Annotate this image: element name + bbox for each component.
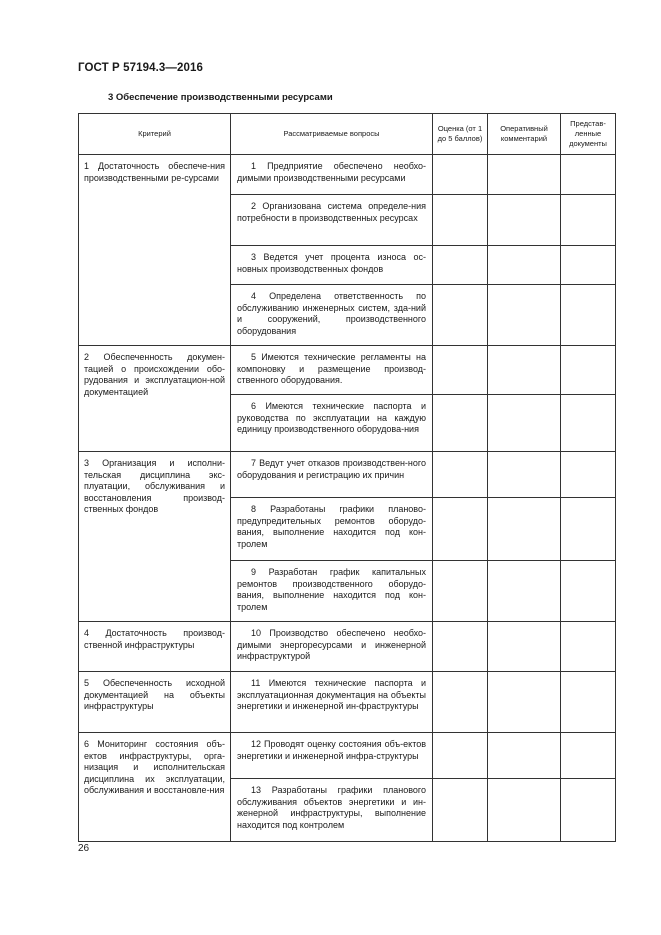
header-criterion: Критерий xyxy=(79,114,231,155)
documents-cell[interactable] xyxy=(561,395,616,452)
comment-cell[interactable] xyxy=(488,498,561,561)
comment-cell[interactable] xyxy=(488,395,561,452)
criterion-cell xyxy=(79,733,231,842)
criterion-cell xyxy=(79,452,231,622)
question-cell: 1 Предприятие обеспечено необхо-димыми производственными ресурсами xyxy=(231,155,433,195)
score-cell[interactable] xyxy=(433,498,488,561)
header-comment: Оперативный комментарий xyxy=(488,114,561,155)
question-cell: 6 Имеются технические паспорта и руководства по эксплуатации на каждую единицу производственного оборудова-ния xyxy=(231,395,433,452)
question-cell: 8 Разработаны графики планово-предупредительных ремонтов оборудо-вания, выполнение находится под кон-тролем xyxy=(231,498,433,561)
table-row xyxy=(79,346,616,395)
criterion-text: 4 Достаточность производ-ственной инфраструктуры xyxy=(84,628,225,650)
documents-cell[interactable] xyxy=(561,346,616,395)
question-cell: 12 Проводят оценку состояния объ-ектов энергетики и инженерной инфра-структуры xyxy=(231,733,433,779)
comment-cell[interactable] xyxy=(488,246,561,285)
assessment-table xyxy=(78,113,616,842)
score-cell[interactable] xyxy=(433,395,488,452)
question-cell: 4 Определена ответственность по обслуживанию инженерных систем, зда-ний и сооружений, производственного оборудования xyxy=(231,285,433,346)
header-documents: Представ-ленные документы xyxy=(561,114,616,155)
question-cell: 9 Разработан график капитальных ремонтов производственного оборудо-вания, выполнение находится под кон-тролем xyxy=(231,561,433,622)
page-number: 26 xyxy=(78,843,90,854)
comment-cell[interactable] xyxy=(488,779,561,842)
criterion-text: 5 Обеспеченность исходной документацией на объекты инфраструктуры xyxy=(84,678,225,711)
documents-cell[interactable] xyxy=(561,452,616,498)
score-cell[interactable] xyxy=(433,733,488,779)
score-cell[interactable] xyxy=(433,246,488,285)
score-cell[interactable] xyxy=(433,561,488,622)
table-body xyxy=(79,155,616,842)
criterion-text: 6 Мониторинг состояния объ-ектов инфраструктуры, орга-низация и исполнительская дисциплина их эксплуатации, обслуживания и восстановле-ния xyxy=(84,739,225,795)
document-id: ГОСТ Р 57194.3—2016 xyxy=(78,62,203,74)
table-row xyxy=(79,733,616,779)
criterion-cell xyxy=(79,672,231,733)
section-title: 3 Обеспечение производственными ресурсами xyxy=(108,92,333,103)
score-cell[interactable] xyxy=(433,779,488,842)
documents-cell[interactable] xyxy=(561,561,616,622)
score-cell[interactable] xyxy=(433,155,488,195)
question-cell: 5 Имеются технические регламенты на компоновку и размещение производ-ственного оборудования. xyxy=(231,346,433,395)
documents-cell[interactable] xyxy=(561,779,616,842)
table-row xyxy=(79,622,616,672)
question-cell: 2 Организована система определе-ния потребности в производственных ресурсах xyxy=(231,195,433,246)
header-questions: Рассматриваемые вопросы xyxy=(231,114,433,155)
criterion-text: 3 Организация и исполни-тельская дисциплина экс-плуатации, обслуживания и восстановления производ-ственных фондов xyxy=(84,458,225,514)
score-cell[interactable] xyxy=(433,622,488,672)
table-row xyxy=(79,672,616,733)
question-cell: 13 Разработаны графики планового обслуживания объектов энергетики и ин-женерной инфраструктуры, выполнение находится под контролем xyxy=(231,779,433,842)
comment-cell[interactable] xyxy=(488,672,561,733)
criterion-cell xyxy=(79,622,231,672)
comment-cell[interactable] xyxy=(488,346,561,395)
score-cell[interactable] xyxy=(433,452,488,498)
score-cell[interactable] xyxy=(433,346,488,395)
score-cell[interactable] xyxy=(433,285,488,346)
documents-cell[interactable] xyxy=(561,285,616,346)
documents-cell[interactable] xyxy=(561,246,616,285)
question-cell: 3 Ведется учет процента износа ос-новных производственных фондов xyxy=(231,246,433,285)
score-cell[interactable] xyxy=(433,195,488,246)
question-cell: 11 Имеются технические паспорта и эксплуатационная документация на объекты энергетики и инженерной ин-фраструктуры xyxy=(231,672,433,733)
table-row xyxy=(79,155,616,195)
criterion-cell xyxy=(79,346,231,452)
documents-cell[interactable] xyxy=(561,498,616,561)
documents-cell[interactable] xyxy=(561,622,616,672)
table-header-row xyxy=(79,114,616,155)
comment-cell[interactable] xyxy=(488,733,561,779)
score-cell[interactable] xyxy=(433,672,488,733)
header-score: Оценка (от 1 до 5 баллов) xyxy=(433,114,488,155)
documents-cell[interactable] xyxy=(561,155,616,195)
comment-cell[interactable] xyxy=(488,452,561,498)
comment-cell[interactable] xyxy=(488,195,561,246)
documents-cell[interactable] xyxy=(561,672,616,733)
question-cell: 7 Ведут учет отказов производствен-ного оборудования и регистрацию их причин xyxy=(231,452,433,498)
comment-cell[interactable] xyxy=(488,155,561,195)
documents-cell[interactable] xyxy=(561,195,616,246)
question-cell: 10 Производство обеспечено необхо-димыми энергоресурсами и инженерной инфраструктурой xyxy=(231,622,433,672)
comment-cell[interactable] xyxy=(488,285,561,346)
criterion-text: 2 Обеспеченность докумен-тацией о происхождении обо-рудования и эксплуатацион-ной документацией xyxy=(84,352,225,397)
criterion-text: 1 Достаточность обеспече-ния производственными ре-сурсами xyxy=(84,161,225,183)
comment-cell[interactable] xyxy=(488,622,561,672)
documents-cell[interactable] xyxy=(561,733,616,779)
comment-cell[interactable] xyxy=(488,561,561,622)
criterion-cell xyxy=(79,155,231,346)
table-row xyxy=(79,452,616,498)
